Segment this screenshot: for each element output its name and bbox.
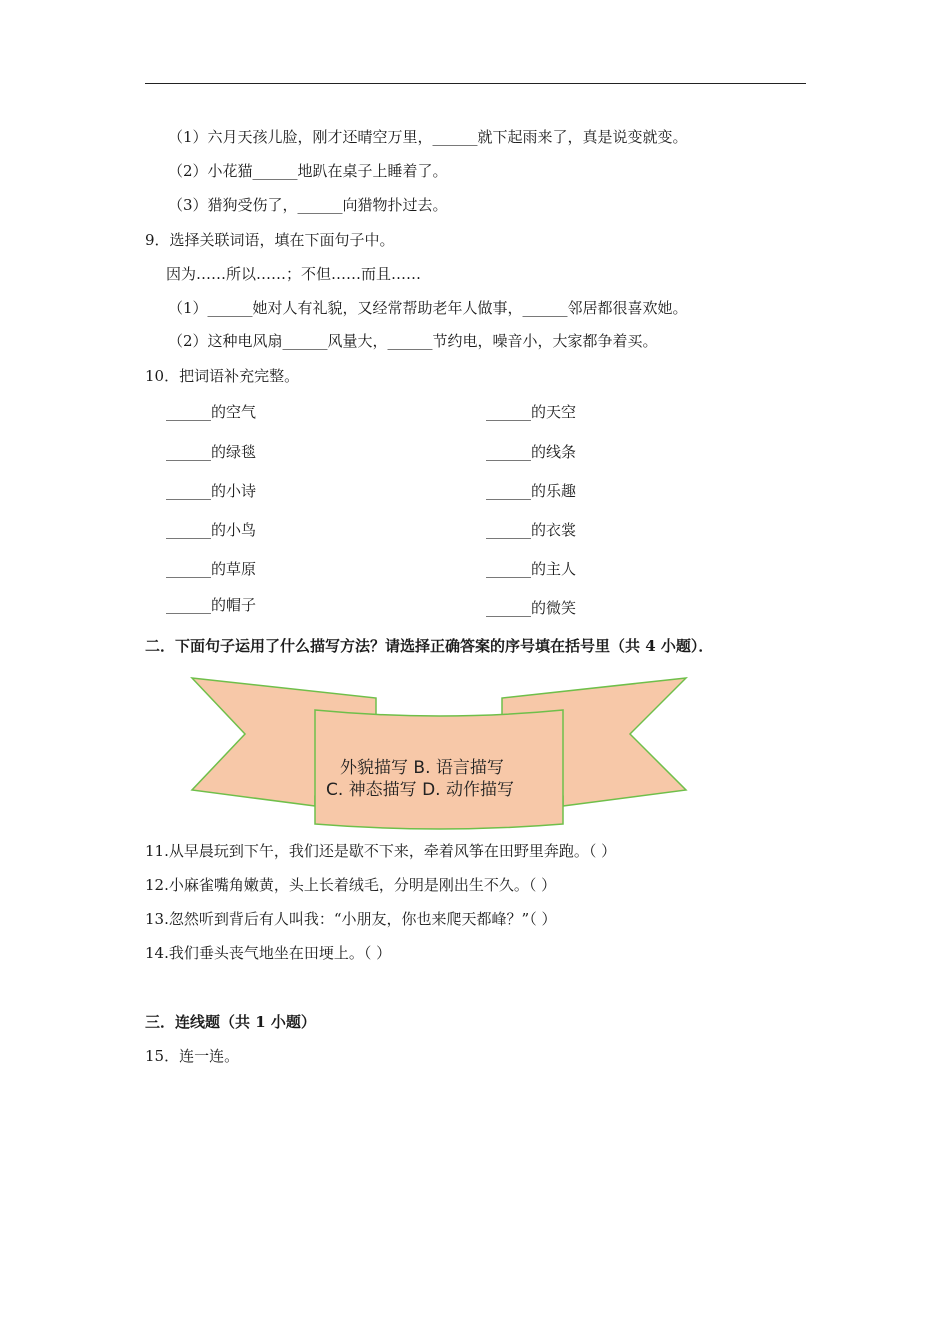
q10-right-3: ______的乐趣 — [486, 482, 577, 500]
q12: 12.小麻雀嘴角嫩黄，头上长着绒毛，分明是刚出生不久。（ ） — [145, 876, 557, 894]
q10-title: 10．把词语补充完整。 — [145, 367, 300, 385]
q10-left-4: ______的小鸟 — [166, 521, 257, 539]
options-banner — [190, 676, 688, 830]
q13: 13.忽然听到背后有人叫我：“小朋友，你也来爬天都峰？”（ ） — [145, 910, 557, 928]
q10-left-6: ______的帽子 — [166, 596, 257, 614]
banner-line-2: C. 神态描写 D. 动作描写 — [326, 780, 514, 800]
q9-item-2: （2）这种电风扇______风量大，______节约电，噪音小，大家都争着买。 — [168, 332, 658, 350]
q9-options: 因为……所以……；不但……而且…… — [166, 265, 422, 283]
q10-left-5: ______的草原 — [166, 560, 257, 578]
section3-heading: 三．连线题（共 1 小题） — [145, 1013, 316, 1031]
q10-left-1: ______的空气 — [166, 403, 257, 421]
q9-title: 9．选择关联词语，填在下面句子中。 — [145, 231, 395, 249]
q10-right-2: ______的线条 — [486, 443, 577, 461]
q10-right-4: ______的衣裳 — [486, 521, 577, 539]
banner-line-1: 外貌描写 B. 语言描写 — [340, 758, 504, 778]
q8-item-2: （2）小花猫______地趴在桌子上睡着了。 — [168, 162, 448, 180]
q11: 11.从早晨玩到下午，我们还是歇不下来，牵着风筝在田野里奔跑。（ ） — [145, 842, 617, 860]
q10-left-2: ______的绿毯 — [166, 443, 257, 461]
q10-right-5: ______的主人 — [486, 560, 577, 578]
section2-heading: 二．下面句子运用了什么描写方法？请选择正确答案的序号填在括号里（共 4 小题）． — [145, 637, 714, 655]
q10-right-1: ______的天空 — [486, 403, 577, 421]
q8-item-3: （3）猎狗受伤了，______向猎物扑过去。 — [168, 196, 448, 214]
q10-left-3: ______的小诗 — [166, 482, 257, 500]
q15: 15．连一连。 — [145, 1047, 240, 1065]
q10-right-6: ______的微笑 — [486, 599, 577, 617]
q9-item-1: （1）______她对人有礼貌，又经常帮助老年人做事，______邻居都很喜欢她。 — [168, 299, 688, 317]
q8-item-1: （1）六月天孩儿脸，刚才还晴空万里，______就下起雨来了，真是说变就变。 — [168, 128, 688, 146]
q14: 14.我们垂头丧气地坐在田埂上。（ ） — [145, 944, 392, 962]
header-rule — [145, 83, 806, 84]
